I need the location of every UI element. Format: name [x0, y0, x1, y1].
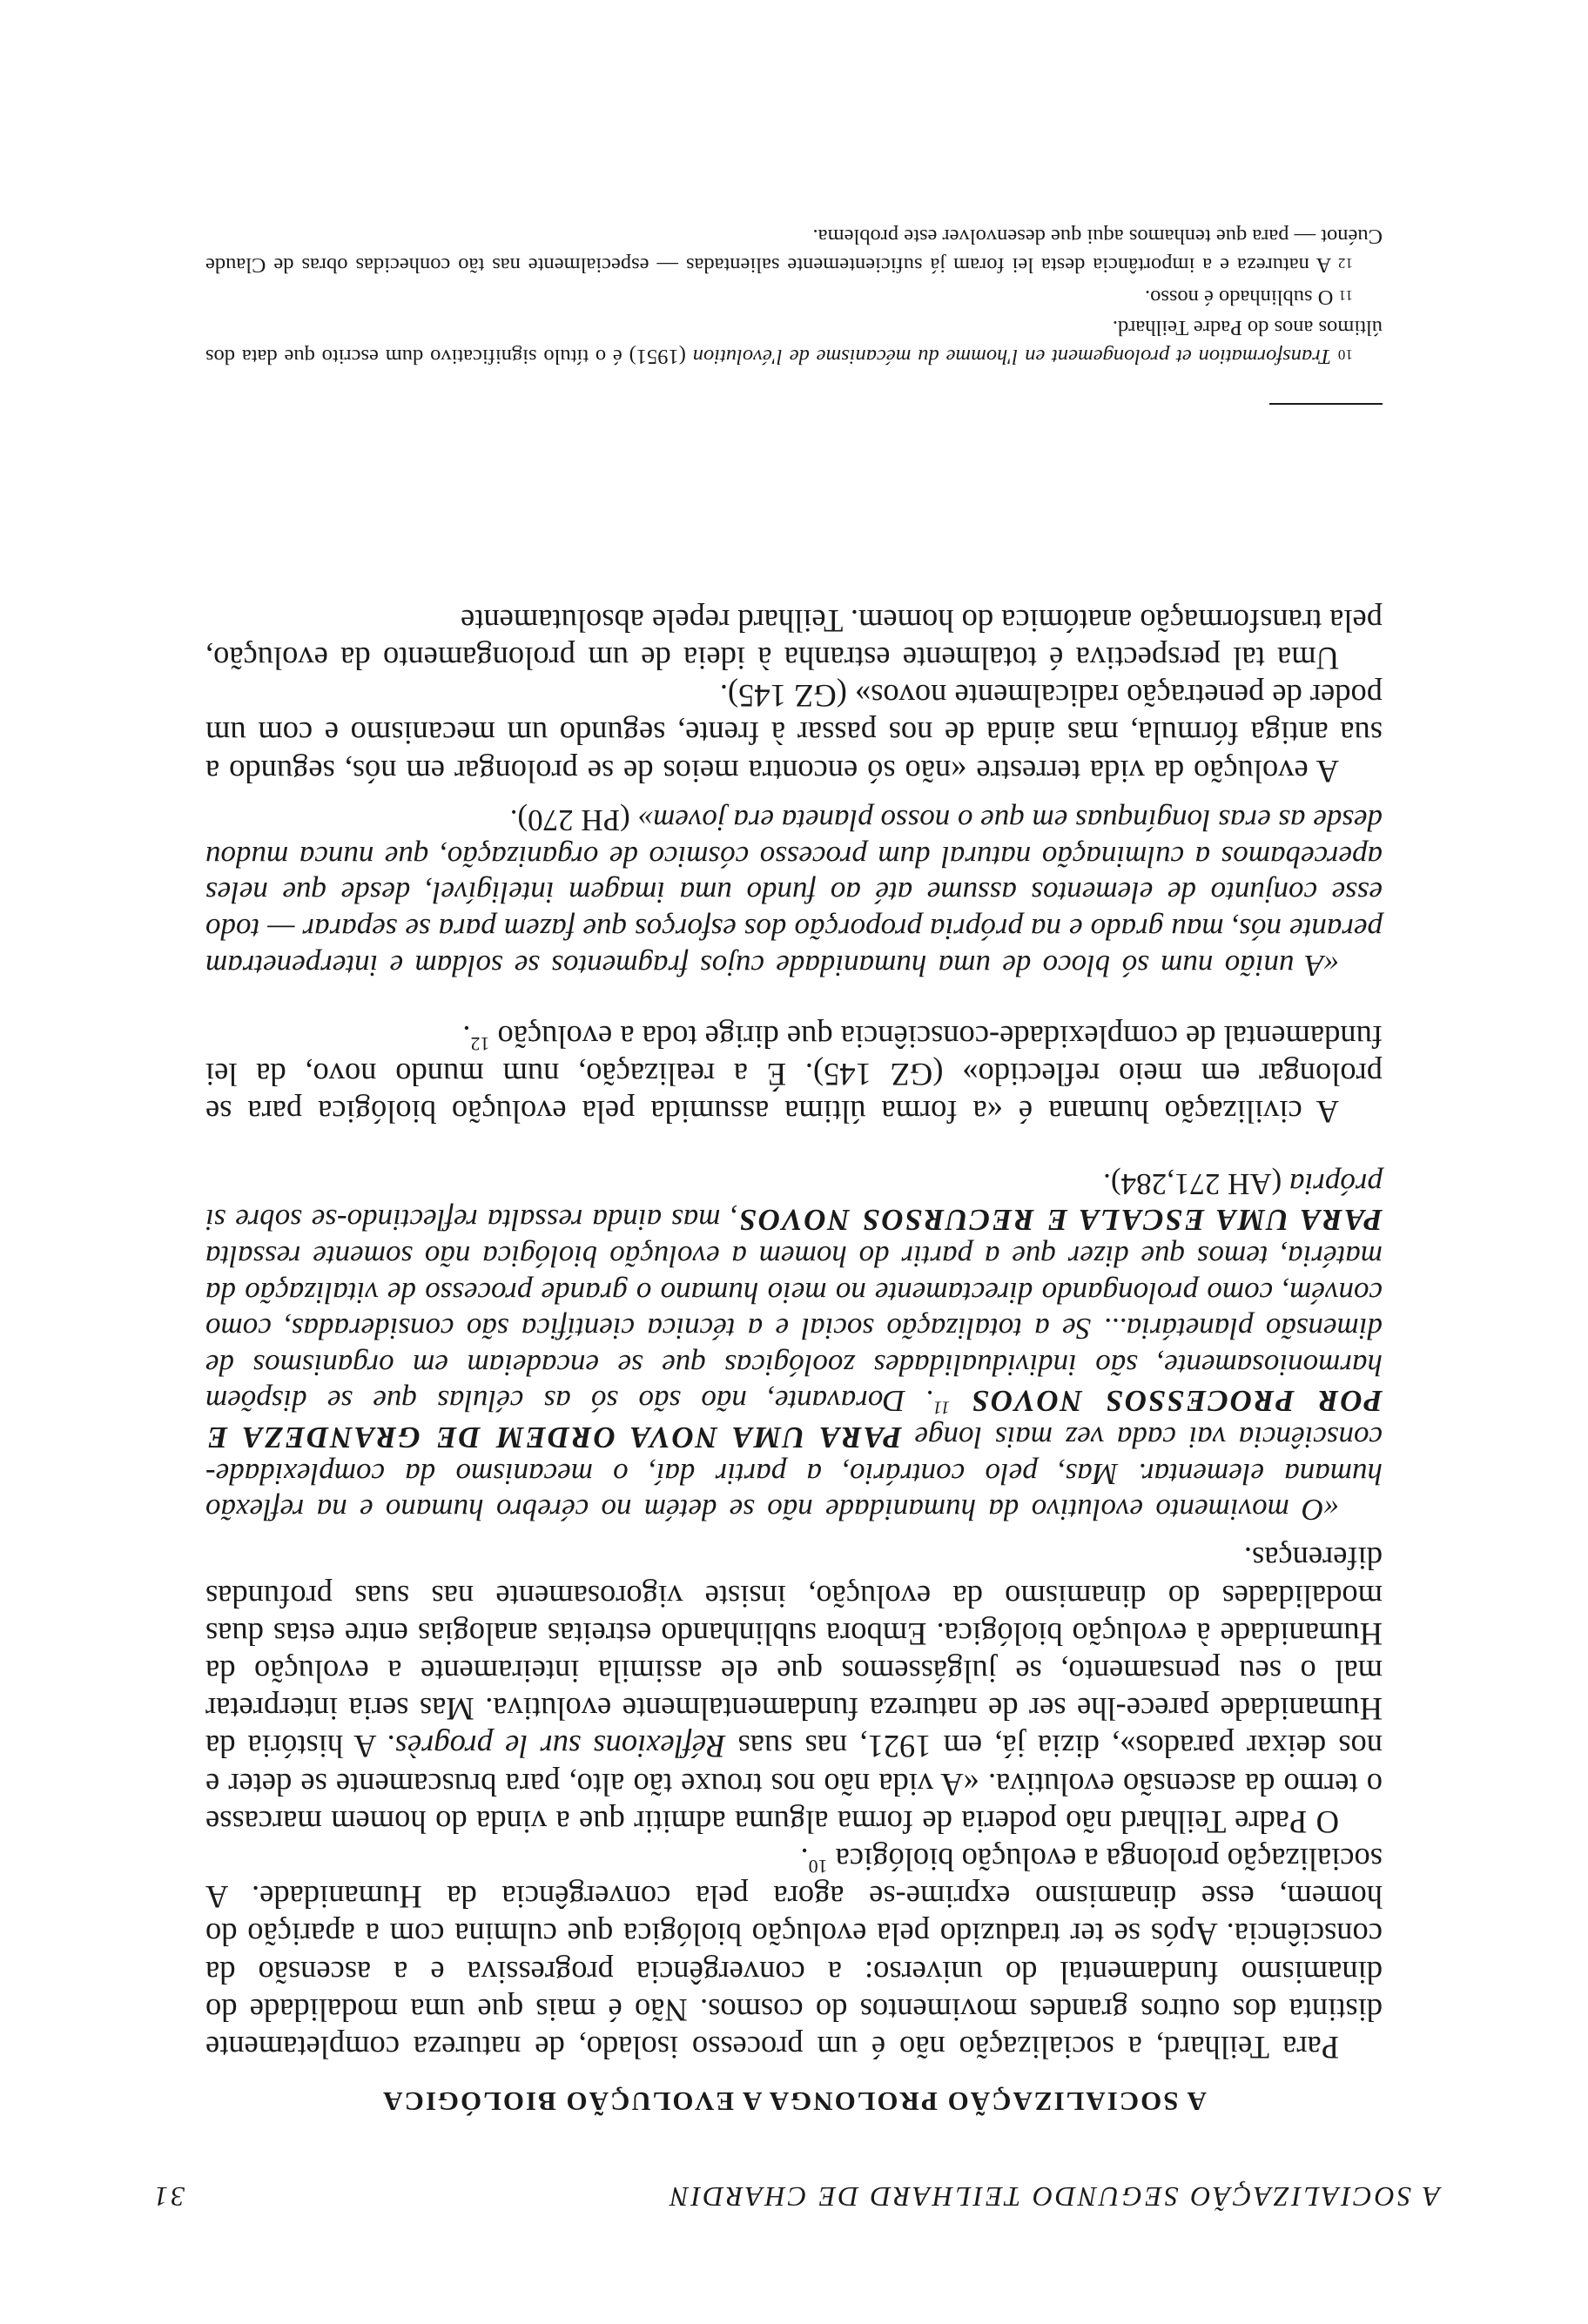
quote-1-text-c: , mas ainda ressalta reflectindo-se sobre si própria [205, 1166, 1383, 1238]
footnote-10-number: 10 [1337, 346, 1353, 363]
quote-1-caps-1: PARA UMA NOVA ORDEM DE GRANDEZA E POR PROCESSOS NOVOS [205, 1384, 1383, 1454]
footnote-11-number: 11 [1338, 287, 1353, 304]
quote-1-reference: (AH 271,284). [1103, 1166, 1290, 1201]
quote-1 [205, 1165, 1383, 1528]
quote-2 [205, 803, 1383, 984]
paragraph-2-text-b: . A história da Humanidade parece-lhe ser de natureza fundamentalmente evolutiva. Mas seria interpretar mal o seu pensamento, se julgássemos que ele assimila inteiramente a evolução da Humanidade à evolução biológica. Embora sublinhando estreitas analogias entre estas duas modalidades do dinamismo da evolução, insiste vigorosamente nas suas profundas diferenças. [205, 1541, 1383, 1765]
quote-1-text-a: «O movimento evolutivo da humanidade não se detém no cérebro humano e na reflexão humana elementar. Mas, pelo contrário, a partir daí, o mecanismo da complexidade-consciência vai cada vez mais longe [205, 1420, 1383, 1528]
paragraph-2-italic-title: Réflexions sur le progrès [394, 1729, 726, 1765]
footnote-marker-11: 11 [932, 1398, 951, 1420]
paragraph-3: A civilização humana é «a forma última assumida pela evolução biológica para se prolongar em meio reflectido» (GZ 145). É a realização, num mundo novo, da lei fundamental de complexidade-consciência que dirige toda a evolução $^{12}$. [205, 1018, 1383, 1131]
paragraph-4: A evolução da vida terrestre «não só encontra meios de se prolongar em nós, segundo a sua antiga fórmula, mas ainda de nos passar à frente, segundo um mecanismo e com um poder de penetração radicalmente novos» (GZ 145). [205, 678, 1383, 789]
paragraph-2 [205, 1540, 1383, 1841]
running-head-title: A SOCIALIZAÇÃO SEGUNDO TEILHARD DE CHARDIN [667, 2181, 1440, 2213]
footnote-11-text: O sublinhado é nosso. [1144, 285, 1334, 309]
page-number: 31 [151, 2181, 185, 2213]
quote-1-caps-2: PARA UMA ESCALA E RECURSOS NOVOS [737, 1203, 1383, 1238]
paragraph-1: Para Teilhard, a socialização não é um processo isolado, de natureza completamente distinta dos outros grandes movimentos do cosmos. Não é mais que uma modalidade do dinamismo fundamental do universo: a convergência progressiva e a ascensão da consciência. Após se ter traduzido pela evolução biológica que culmina com a aparição do homem, esse dinamismo exprime-se agora pela convergência da Humanidade. A socialização prolonga a evolução biológica $^{10}$. [205, 1841, 1383, 2065]
footnote-10 [205, 314, 1383, 370]
body-text [205, 602, 1383, 2066]
footnote-10-italic-title: Transformation et prolongement en l'homme du mécanisme de l'évolution [692, 345, 1332, 368]
paragraph-2-text-a: O Padre Teilhard não poderia de forma alguma admitir que a vinda do homem marcasse o termo da ascensão evolutiva. «A vida não nos trouxe tão alto, para bruscamente se deter e nos deixar parados», dizia já, em 1921, nas suas [205, 1729, 1383, 1840]
footnote-11 [205, 282, 1383, 311]
footnote-12 [205, 223, 1383, 279]
footnote-marker-12: 12 [470, 1032, 490, 1055]
footnotes [205, 219, 1383, 370]
footnote-12-number: 12 [1337, 255, 1353, 272]
running-head [151, 2180, 1440, 2213]
paragraph-3-text: A civilização humana é «a forma última assumida pela evolução biológica para se prolongar em meio reflectido» (GZ 145). É a realização, num mundo novo, da lei fundamental de complexidade-consciência que dirige toda a evolução [205, 1018, 1383, 1131]
footnote-10-text: (1951) é o título significativo dum escrito que data dos últimos anos do Padre Teilhard. [205, 316, 1383, 368]
paragraph-1-text: Para Teilhard, a socialização não é um processo isolado, de natureza completamente distinta dos outros grandes movimentos do cosmos. Não é mais que uma modalidade do dinamismo fundamental do universo: a convergência progressiva e a ascensão da consciência. Após se ter traduzido pela evolução biológica que culmina com a aparição do homem, esse dinamismo exprime-se agora pela convergência da Humanidade. A socialização prolonga a evolução biológica [205, 1841, 1383, 2065]
quote-2-reference: (PH 270). [509, 803, 638, 838]
footnote-separator [1269, 403, 1383, 405]
paragraph-5: Uma tal perspectiva é totalmente estranha à ideia de um prolongamento da evolução, pela transformação anatómica do homem. Teilhard repele absolutamente [205, 602, 1383, 677]
quote-1-text-b: . Doravante, não são só as células que se dispõem harmoniosamente, são individualidades zoológicas que se encadeiam em organismos de dimensão planetária... Se a totalização social e a técnica científica são consideradas, como convém, como prolongando directamente no meio humano o grande processo de vitalização da matéria, temos que dizer que a partir do homem a evolução biológica não somente ressalta [205, 1239, 1383, 1419]
footnote-12-text: A natureza e a importância desta lei foram já suficientemente salientadas — especialmente nas tão conhecidas obras de Claude Cuénot — para que tenhamos aqui que desenvolver este problema. [205, 225, 1383, 277]
footnote-marker-10: 10 [808, 1856, 828, 1878]
section-title: A SOCIALIZAÇÃO PROLONGA A EVOLUÇÃO BIOLÓGICA [381, 2086, 1207, 2117]
quote-2-text: «A união num só bloco de uma humanidade cujos fragmentos se soldam e interpenetram perante nós, mau grado e na própria proporção dos esforços que fazem para se separar — todo esse conjunto de elementos assume até ao fundo uma imagem inteligível, desde que neles apercebamos a culminação natural dum processo cósmico de organização, que nunca mudou desde as eras longínquas em que o nosso planeta era jovem» [205, 803, 1383, 983]
